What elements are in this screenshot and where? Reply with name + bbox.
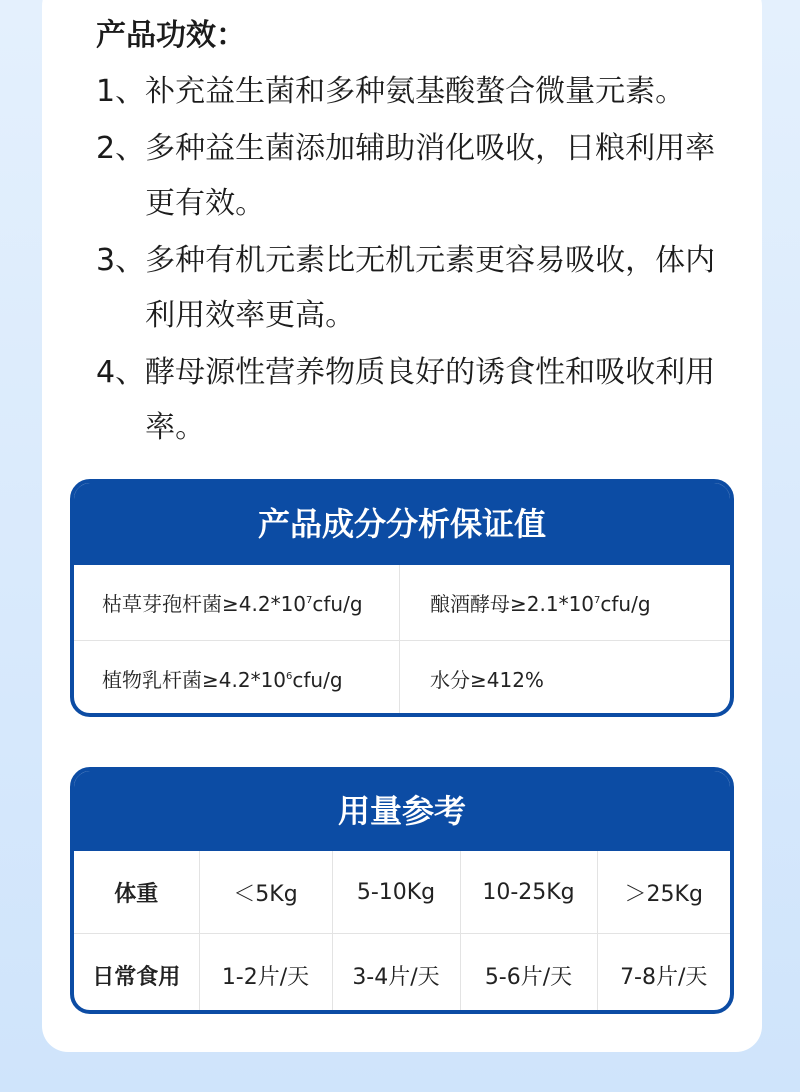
item-text: 酵母源性营养物质良好的诱食性和吸收利用率。: [145, 355, 716, 445]
efficacy-title: 产品功效：: [96, 18, 246, 53]
efficacy-list: [96, 64, 736, 457]
analysis-title: 产品成分分析保证值: [74, 483, 730, 565]
cell-unit: cfu/g: [600, 592, 651, 616]
list-item: [96, 233, 736, 343]
list-item: [96, 345, 736, 455]
analysis-table: [70, 479, 734, 717]
item-number: 2、: [96, 131, 146, 166]
table-cell: 5-6片/天: [460, 934, 597, 1015]
table-row: [74, 641, 730, 717]
cell-label: 酿酒酵母≥2.1*10: [430, 592, 595, 616]
table-row: [74, 565, 730, 641]
item-number: 4、: [96, 355, 146, 390]
item-text: 多种益生菌添加辅助消化吸收，日粮利用率更有效。: [145, 131, 716, 221]
table-cell: ＞25Kg: [597, 851, 730, 934]
row-header: 日常食用: [74, 934, 199, 1015]
list-item: [96, 64, 736, 119]
table-cell: 5-10Kg: [332, 851, 460, 934]
table-cell: 10-25Kg: [460, 851, 597, 934]
item-text: 多种有机元素比无机元素更容易吸收，体内利用效率更高。: [145, 243, 716, 333]
table-cell: [400, 565, 731, 641]
table-row: [74, 934, 730, 1015]
table-cell: 3-4片/天: [332, 934, 460, 1015]
cell-unit: cfu/g: [292, 668, 343, 692]
dosage-title: 用量参考: [74, 771, 730, 851]
item-number: 1、: [96, 74, 146, 109]
table-cell: ＜5Kg: [199, 851, 332, 934]
table-cell: 1-2片/天: [199, 934, 332, 1015]
table-cell: [74, 565, 400, 641]
cell-exponent: 7: [594, 595, 601, 606]
dosage-table: [70, 767, 734, 1014]
cell-unit: cfu/g: [312, 592, 363, 616]
cell-label: 植物乳杆菌≥4.2*10: [102, 668, 287, 692]
cell-exponent: 7: [306, 595, 313, 606]
table-row: [74, 851, 730, 934]
table-cell: [400, 641, 731, 717]
cell-label: 水分≥412%: [430, 668, 544, 692]
cell-exponent: 6: [286, 671, 293, 682]
list-item: [96, 121, 736, 231]
cell-label: 枯草芽孢杆菌≥4.2*10: [102, 592, 307, 616]
table-cell: 7-8片/天: [620, 964, 708, 990]
item-number: 3、: [96, 243, 146, 278]
table-cell: [74, 641, 400, 717]
item-text: 补充益生菌和多种氨基酸螯合微量元素。: [145, 74, 686, 109]
row-header: 体重: [74, 851, 199, 934]
